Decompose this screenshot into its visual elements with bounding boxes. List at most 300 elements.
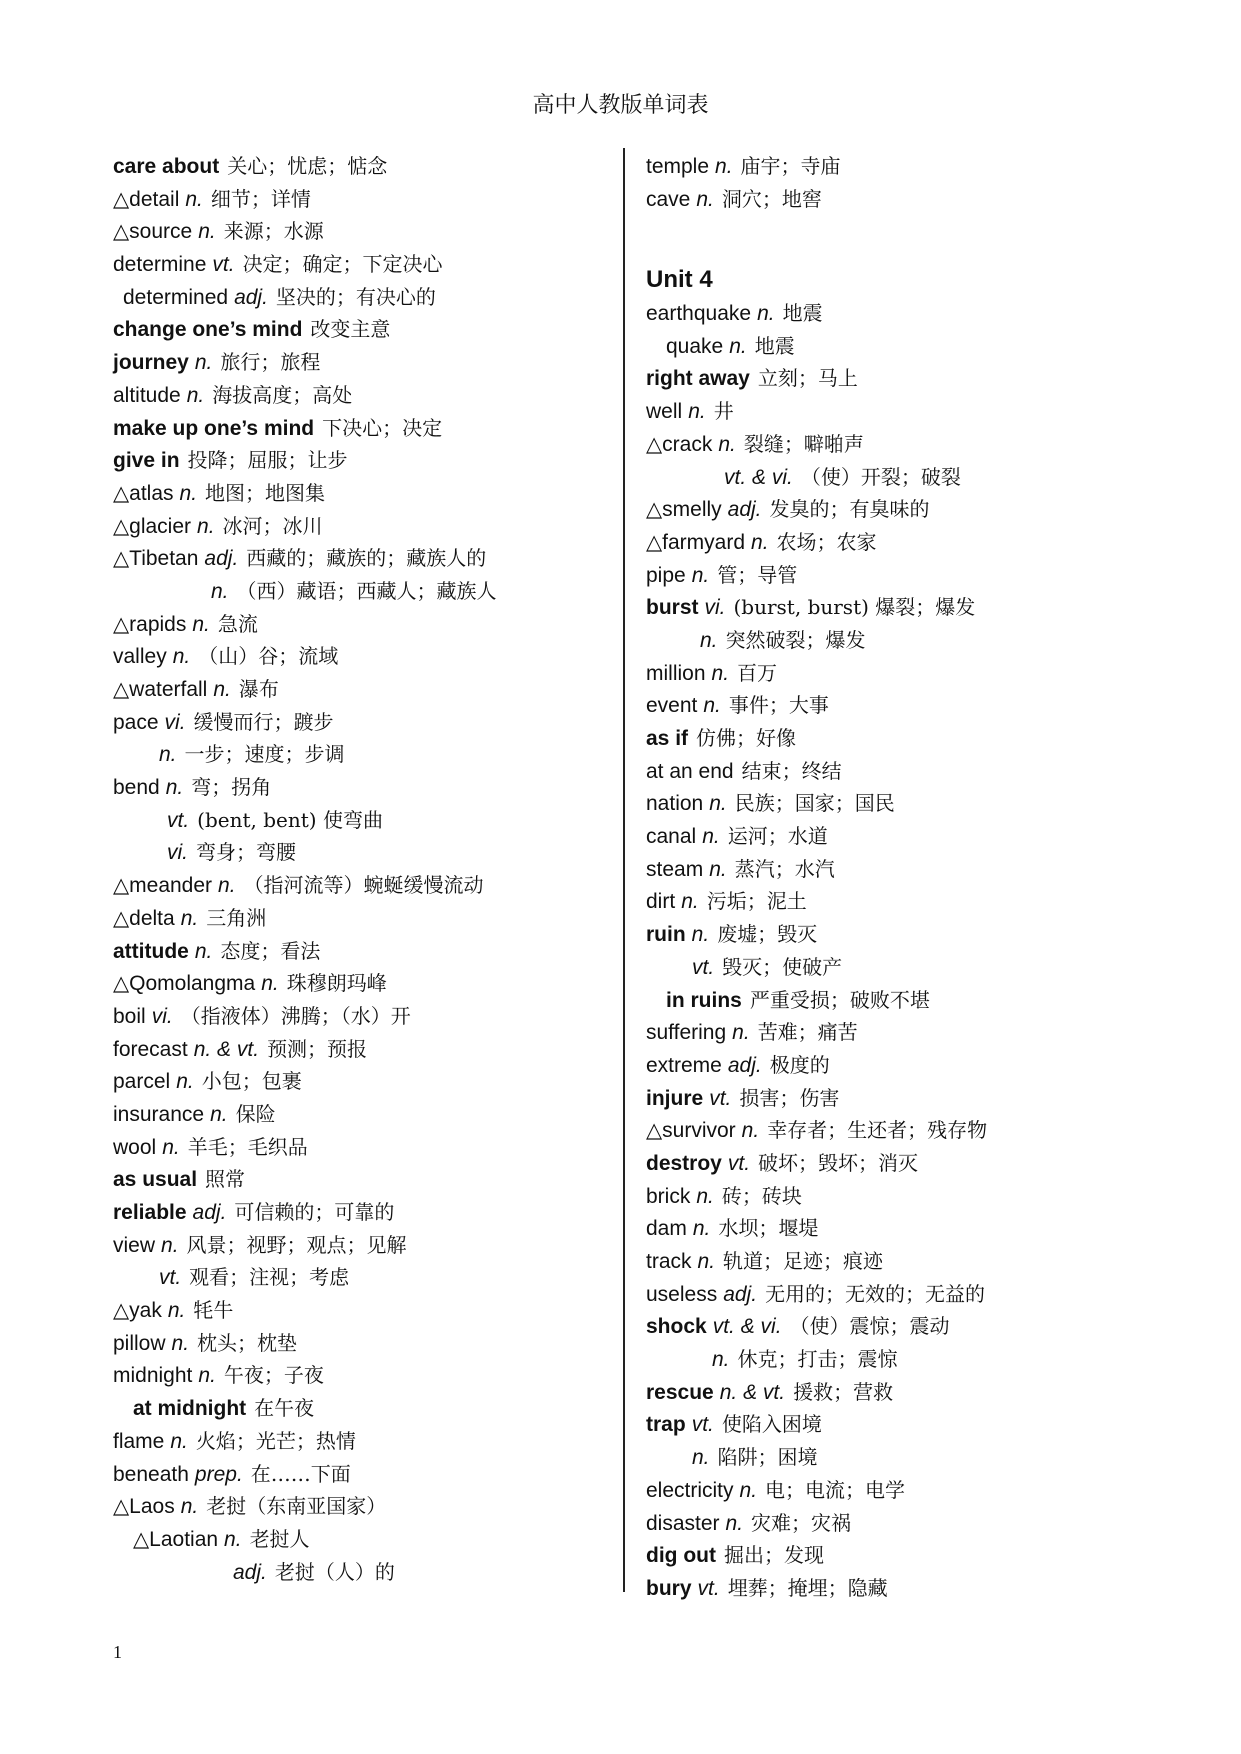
chinese-definition: 老挝（人）的 bbox=[274, 1559, 395, 1584]
vocab-entry bbox=[113, 150, 613, 183]
vocab-entry bbox=[113, 248, 613, 281]
vocab-entry bbox=[646, 493, 1146, 526]
chinese-definition: 破坏；毁坏；消灭 bbox=[758, 1150, 919, 1175]
chinese-definition: 可信赖的；可靠的 bbox=[234, 1200, 395, 1224]
chinese-definition: （西）藏语；西藏人；藏族人 bbox=[236, 578, 497, 603]
part-of-speech: n. bbox=[702, 825, 720, 849]
part-of-speech: n. bbox=[709, 792, 727, 816]
chinese-definition: 百万 bbox=[737, 660, 778, 685]
chinese-definition: 羊毛；毛织品 bbox=[187, 1134, 308, 1159]
part-of-speech: n. bbox=[194, 351, 213, 375]
chinese-definition: （指河流等）蜿蜒缓慢流动 bbox=[243, 873, 484, 898]
part-of-speech: vt. bbox=[167, 808, 190, 832]
chinese-definition: 仿佛；好像 bbox=[696, 726, 797, 750]
vocab-word: △Laotian bbox=[133, 1527, 219, 1551]
vocab-entry bbox=[113, 542, 613, 575]
vocab-word: △Laos bbox=[113, 1495, 175, 1519]
part-of-speech: n. bbox=[161, 1233, 179, 1257]
vocab-entry bbox=[113, 640, 613, 673]
chinese-definition: 在……下面 bbox=[250, 1461, 351, 1486]
chinese-definition: 掘出；发现 bbox=[723, 1543, 824, 1568]
vocab-word: trap bbox=[646, 1413, 686, 1437]
part-of-speech: n. bbox=[261, 972, 279, 996]
vocab-entry bbox=[113, 346, 613, 379]
part-of-speech: prep. bbox=[194, 1462, 243, 1486]
chinese-definition: 老挝（东南亚国家） bbox=[206, 1494, 387, 1519]
vocab-entry bbox=[646, 1212, 1146, 1245]
part-of-speech: n. bbox=[739, 1478, 758, 1502]
vocab-word: △smelly bbox=[646, 498, 722, 522]
chinese-definition: 使陷入困境 bbox=[721, 1412, 822, 1437]
page-number: 1 bbox=[113, 1642, 122, 1662]
vocab-word: attitude bbox=[113, 939, 189, 963]
left-column bbox=[113, 150, 613, 1588]
chinese-definition: 废墟；毁灭 bbox=[717, 922, 818, 947]
vocab-entry bbox=[113, 281, 613, 314]
part-of-speech: adj. bbox=[723, 1282, 758, 1306]
chinese-definition: （使）开裂；破裂 bbox=[800, 464, 961, 489]
chinese-definition: 幸存者；生还者；残存物 bbox=[767, 1118, 988, 1143]
part-of-speech: n. bbox=[697, 1250, 716, 1273]
chinese-definition: 急流 bbox=[217, 611, 258, 636]
part-of-speech: n. bbox=[712, 1348, 730, 1372]
vocab-word: suffering bbox=[646, 1021, 727, 1045]
part-of-speech: vt. bbox=[691, 1413, 714, 1437]
vocab-word: determine bbox=[113, 253, 207, 277]
vocab-word: △yak bbox=[113, 1299, 162, 1323]
part-of-speech: n. bbox=[198, 220, 216, 244]
part-of-speech: vt. bbox=[692, 955, 715, 979]
chinese-definition: 珠穆朗玛峰 bbox=[286, 971, 387, 996]
chinese-definition: 关心；忧虑；惦念 bbox=[227, 154, 388, 178]
vocab-word: forecast bbox=[113, 1037, 188, 1061]
vocab-entry bbox=[113, 1261, 613, 1294]
vocab-entry bbox=[113, 771, 613, 804]
chinese-definition: 西藏的；藏族的；藏族人的 bbox=[246, 546, 487, 571]
part-of-speech: n. bbox=[703, 694, 721, 718]
chinese-definition: 极度的 bbox=[769, 1052, 830, 1077]
chinese-definition: (burst, burst) 爆裂；爆发 bbox=[733, 595, 976, 620]
vocab-entry bbox=[113, 869, 613, 902]
chinese-definition: 枕头；枕垫 bbox=[197, 1330, 298, 1355]
vocab-word: injure bbox=[646, 1086, 704, 1110]
vocab-entry bbox=[113, 183, 613, 216]
part-of-speech: vt. & vi. bbox=[712, 1315, 782, 1339]
chinese-definition: 预测；预报 bbox=[267, 1036, 368, 1061]
vocab-entry bbox=[646, 820, 1146, 853]
vocab-entry bbox=[646, 1408, 1146, 1441]
part-of-speech: n. bbox=[681, 890, 699, 914]
vocab-word: altitude bbox=[113, 383, 181, 407]
vocab-word: electricity bbox=[646, 1478, 734, 1502]
part-of-speech: n. bbox=[696, 187, 714, 211]
vocab-word: boil bbox=[113, 1004, 146, 1028]
part-of-speech: n. bbox=[192, 612, 210, 636]
part-of-speech: n. bbox=[709, 857, 727, 881]
part-of-speech: n. bbox=[751, 530, 769, 554]
part-of-speech: n. bbox=[172, 645, 191, 669]
part-of-speech: n. & vt. bbox=[719, 1380, 786, 1404]
chinese-definition: 休克；打击；震惊 bbox=[737, 1347, 898, 1372]
vocab-entry bbox=[113, 1033, 613, 1066]
chinese-definition: 污垢；泥土 bbox=[706, 889, 807, 914]
vocab-entry bbox=[646, 395, 1146, 428]
vocab-word: give in bbox=[113, 449, 180, 473]
chinese-definition: 管；导管 bbox=[717, 562, 798, 587]
chinese-definition: 裂缝；噼啪声 bbox=[743, 431, 864, 456]
part-of-speech: n. bbox=[211, 579, 229, 603]
section-gap bbox=[646, 215, 1146, 264]
part-of-speech: vt. bbox=[709, 1086, 732, 1110]
chinese-definition: 突然破裂；爆发 bbox=[725, 627, 866, 652]
vocab-word: reliable bbox=[113, 1201, 187, 1224]
chinese-definition: 瀑布 bbox=[238, 677, 279, 701]
vocab-entry bbox=[646, 1441, 1146, 1474]
vocab-entry bbox=[113, 1196, 613, 1229]
vocab-word: △Tibetan bbox=[113, 547, 199, 571]
vocab-entry bbox=[113, 1556, 613, 1589]
part-of-speech: vt. bbox=[727, 1151, 751, 1175]
chinese-definition: 蒸汽；水汽 bbox=[734, 856, 835, 881]
vocab-word: view bbox=[113, 1233, 156, 1257]
chinese-definition: 三角洲 bbox=[206, 905, 267, 930]
vocab-word: brick bbox=[646, 1184, 691, 1208]
vocab-word: care about bbox=[113, 155, 220, 178]
part-of-speech: n. bbox=[692, 1217, 711, 1241]
part-of-speech: n. bbox=[185, 187, 203, 211]
part-of-speech: n. bbox=[700, 628, 718, 652]
vocab-word: steam bbox=[646, 857, 704, 881]
vocab-word: extreme bbox=[646, 1053, 722, 1077]
vocab-word: useless bbox=[646, 1282, 718, 1306]
vocab-entry bbox=[113, 804, 613, 837]
chinese-definition: 洞穴；地窖 bbox=[721, 186, 822, 211]
vocab-entry bbox=[646, 787, 1146, 820]
vocab-word: △crack bbox=[646, 432, 713, 456]
vocab-word: earthquake bbox=[646, 302, 752, 326]
vocab-entry bbox=[113, 1425, 613, 1458]
vocab-word: pace bbox=[113, 710, 159, 734]
chinese-definition: 民族；国家；国民 bbox=[734, 791, 895, 816]
part-of-speech: n. bbox=[696, 1184, 714, 1208]
part-of-speech: vt. & vi. bbox=[724, 465, 793, 489]
vocab-entry bbox=[646, 297, 1146, 330]
vocab-entry bbox=[113, 412, 613, 445]
vocab-entry bbox=[646, 1114, 1146, 1147]
vocab-word: at midnight bbox=[133, 1397, 247, 1421]
chinese-definition: 坚决的；有决心的 bbox=[275, 284, 436, 309]
part-of-speech: n. bbox=[194, 939, 213, 963]
chinese-definition: 弯；拐角 bbox=[191, 775, 272, 800]
vocab-entry bbox=[646, 591, 1146, 624]
chinese-definition: 庙宇；寺庙 bbox=[740, 154, 841, 178]
chinese-definition: 立刻；马上 bbox=[757, 366, 858, 391]
chinese-definition: 细节；详情 bbox=[210, 186, 311, 211]
column-divider bbox=[623, 148, 625, 1592]
part-of-speech: n. bbox=[718, 432, 736, 456]
vocab-word: pillow bbox=[113, 1331, 166, 1355]
chinese-definition: 发臭的；有臭味的 bbox=[769, 497, 930, 522]
vocab-entry bbox=[113, 1392, 613, 1425]
part-of-speech: n. bbox=[688, 400, 706, 424]
vocab-word: canal bbox=[646, 825, 697, 849]
chinese-definition: 牦牛 bbox=[193, 1298, 234, 1323]
vocab-entry bbox=[646, 984, 1146, 1017]
vocab-entry bbox=[646, 853, 1146, 886]
vocab-word: rescue bbox=[646, 1380, 714, 1404]
vocab-word: destroy bbox=[646, 1151, 722, 1175]
vocab-entry bbox=[113, 706, 613, 739]
vocab-word: △meander bbox=[113, 874, 213, 898]
vocab-word: dig out bbox=[646, 1544, 716, 1568]
vocab-word: pipe bbox=[646, 563, 686, 587]
chinese-definition: 风景；视野；观点；见解 bbox=[186, 1232, 407, 1257]
chinese-definition: 轨道；足迹；痕迹 bbox=[723, 1249, 884, 1273]
vocab-entry bbox=[646, 951, 1146, 984]
vocab-word: burst bbox=[646, 596, 699, 620]
vocab-entry bbox=[646, 362, 1146, 395]
part-of-speech: n. bbox=[224, 1527, 242, 1551]
vocab-entry bbox=[646, 722, 1146, 755]
vocab-entry bbox=[646, 526, 1146, 559]
vocab-entry bbox=[646, 885, 1146, 918]
chinese-definition: 照常 bbox=[205, 1167, 246, 1192]
part-of-speech: n. bbox=[180, 1495, 199, 1519]
chinese-definition: 在午夜 bbox=[254, 1396, 315, 1421]
vocab-entry bbox=[646, 150, 1146, 183]
vocab-entry bbox=[113, 935, 613, 968]
vocab-entry bbox=[113, 510, 613, 543]
vocab-word: △Qomolangma bbox=[113, 972, 256, 996]
vocab-word: △detail bbox=[113, 187, 180, 211]
vocab-word: temple bbox=[646, 155, 710, 178]
vocab-entry bbox=[113, 1359, 613, 1392]
vocab-entry bbox=[113, 444, 613, 477]
vocab-entry bbox=[113, 1458, 613, 1491]
vocab-word: △glacier bbox=[113, 514, 192, 538]
part-of-speech: vi. bbox=[167, 841, 188, 865]
part-of-speech: n. bbox=[171, 1331, 190, 1355]
part-of-speech: n. & vt. bbox=[193, 1037, 260, 1061]
vocab-word: bury bbox=[646, 1576, 692, 1600]
vocab-word: event bbox=[646, 694, 698, 718]
part-of-speech: n. bbox=[741, 1119, 760, 1143]
vocab-entry bbox=[646, 1016, 1146, 1049]
vocab-word: parcel bbox=[113, 1070, 171, 1094]
part-of-speech: n. bbox=[691, 563, 710, 587]
part-of-speech: n. bbox=[729, 334, 747, 358]
chinese-definition: 水坝；堰堤 bbox=[718, 1216, 819, 1241]
vocab-entry bbox=[646, 1310, 1146, 1343]
vocab-word: as usual bbox=[113, 1168, 198, 1192]
part-of-speech: n. bbox=[725, 1511, 744, 1535]
vocab-entry bbox=[646, 559, 1146, 592]
chinese-definition: 地震 bbox=[782, 301, 823, 326]
vocab-word: as if bbox=[646, 727, 689, 750]
chinese-definition: 态度；看法 bbox=[220, 938, 321, 963]
chinese-definition: 毁灭；使破产 bbox=[722, 954, 843, 979]
part-of-speech: n. bbox=[180, 906, 199, 930]
part-of-speech: n. bbox=[170, 1429, 188, 1453]
vocab-entry bbox=[646, 755, 1146, 788]
vocab-entry bbox=[113, 1490, 613, 1523]
vocab-word: change one’s mind bbox=[113, 318, 303, 342]
vocab-entry bbox=[113, 1131, 613, 1164]
vocab-entry bbox=[113, 1523, 613, 1556]
chinese-definition: 老挝人 bbox=[249, 1526, 310, 1551]
page-title: 高中人教版单词表 bbox=[532, 93, 709, 118]
vocab-word: bend bbox=[113, 776, 160, 800]
chinese-definition: 电；电流；电学 bbox=[765, 1477, 906, 1502]
vocab-word: △waterfall bbox=[113, 678, 208, 701]
part-of-speech: n. bbox=[176, 1070, 194, 1094]
chinese-definition: 损害；伤害 bbox=[739, 1085, 840, 1110]
chinese-definition: 决定；确定；下定决心 bbox=[242, 252, 443, 277]
vocab-entry bbox=[113, 1229, 613, 1262]
chinese-definition: （指液体）沸腾；（水）开 bbox=[180, 1003, 411, 1028]
vocab-entry bbox=[113, 575, 613, 608]
vocab-word: dirt bbox=[646, 890, 676, 914]
chinese-definition: 小包；包裹 bbox=[201, 1069, 302, 1094]
vocab-word: wool bbox=[113, 1135, 157, 1159]
vocab-word: million bbox=[646, 661, 706, 685]
part-of-speech: adj. bbox=[234, 285, 268, 309]
vocab-entry bbox=[646, 918, 1146, 951]
vocab-entry bbox=[113, 967, 613, 1000]
chinese-definition: 砖；砖块 bbox=[721, 1183, 802, 1208]
chinese-definition: 援救；营救 bbox=[793, 1379, 894, 1404]
vocab-entry bbox=[646, 1474, 1146, 1507]
chinese-definition: 埋葬；掩埋；隐藏 bbox=[727, 1575, 888, 1600]
part-of-speech: n. bbox=[197, 514, 215, 538]
vocab-entry bbox=[646, 1343, 1146, 1376]
part-of-speech: n. bbox=[691, 923, 710, 947]
chinese-definition: 苦难；痛苦 bbox=[757, 1020, 858, 1045]
vocab-entry bbox=[646, 657, 1146, 690]
vocab-word: cave bbox=[646, 187, 691, 211]
chinese-definition: 无用的；无效的；无益的 bbox=[765, 1281, 986, 1306]
vocab-entry bbox=[113, 1065, 613, 1098]
vocab-entry bbox=[113, 1163, 613, 1196]
vocab-entry bbox=[113, 1098, 613, 1131]
vocab-word: valley bbox=[113, 645, 167, 669]
vocab-word: beneath bbox=[113, 1462, 189, 1486]
part-of-speech: n. bbox=[167, 1299, 186, 1323]
right-column bbox=[646, 150, 1146, 1605]
vocab-word: △farmyard bbox=[646, 530, 746, 554]
chinese-definition: 结束；终结 bbox=[741, 758, 842, 783]
chinese-definition: 严重受损；破败不堪 bbox=[749, 987, 930, 1012]
vocab-entry bbox=[646, 1507, 1146, 1540]
vocab-entry bbox=[113, 379, 613, 412]
vocab-entry bbox=[646, 1539, 1146, 1572]
vocab-entry bbox=[646, 1180, 1146, 1213]
part-of-speech: vt. bbox=[159, 1266, 182, 1290]
chinese-definition: （山）谷；流域 bbox=[198, 644, 339, 669]
part-of-speech: vi. bbox=[151, 1004, 173, 1028]
vocab-entry bbox=[646, 461, 1146, 494]
vocab-word: ruin bbox=[646, 923, 686, 947]
vocab-entry bbox=[113, 836, 613, 869]
vocab-word: △atlas bbox=[113, 481, 174, 505]
chinese-definition: 井 bbox=[713, 399, 734, 424]
part-of-speech: adj. bbox=[727, 498, 762, 522]
vocab-entry bbox=[646, 1147, 1146, 1180]
vocab-entry bbox=[113, 608, 613, 641]
vocab-word: disaster bbox=[646, 1511, 720, 1535]
vocab-word: well bbox=[646, 400, 683, 424]
vocab-word: midnight bbox=[113, 1364, 193, 1388]
vocab-entry bbox=[113, 1327, 613, 1360]
chinese-definition: 投降；屈服；让步 bbox=[187, 448, 348, 473]
chinese-definition: 冰河；冰川 bbox=[222, 513, 323, 538]
part-of-speech: n. bbox=[715, 155, 733, 178]
vocab-word: △survivor bbox=[646, 1119, 736, 1143]
vocab-word: dam bbox=[646, 1217, 687, 1241]
vocab-word: determined bbox=[123, 285, 229, 309]
part-of-speech: vi. bbox=[164, 710, 186, 734]
chinese-definition: 火焰；光芒；热情 bbox=[195, 1428, 356, 1453]
part-of-speech: n. bbox=[186, 383, 205, 407]
vocab-entry bbox=[113, 1000, 613, 1033]
vocab-entry bbox=[646, 1049, 1146, 1082]
part-of-speech: adj. bbox=[192, 1201, 227, 1224]
chinese-definition: 陷阱；困境 bbox=[717, 1445, 818, 1470]
part-of-speech: adj. bbox=[233, 1560, 267, 1584]
chinese-definition: （使）震惊；震动 bbox=[789, 1314, 950, 1339]
chinese-definition: 旅行；旅程 bbox=[220, 350, 321, 375]
vocab-word: △rapids bbox=[113, 612, 187, 636]
chinese-definition: 地图；地图集 bbox=[205, 480, 326, 505]
part-of-speech: n. bbox=[198, 1364, 216, 1388]
vocab-word: make up one’s mind bbox=[113, 416, 315, 440]
vocab-entry bbox=[646, 1082, 1146, 1115]
part-of-speech: n. bbox=[757, 302, 775, 326]
vocab-entry bbox=[113, 215, 613, 248]
vocab-entry bbox=[646, 624, 1146, 657]
part-of-speech: n. bbox=[218, 874, 236, 898]
chinese-definition: 弯身；弯腰 bbox=[196, 840, 296, 865]
vocab-entry bbox=[646, 1278, 1146, 1311]
part-of-speech: n. bbox=[179, 481, 198, 505]
vocab-entry bbox=[113, 1294, 613, 1327]
chinese-definition: 改变主意 bbox=[310, 317, 391, 342]
chinese-definition: 农场；农家 bbox=[776, 529, 877, 554]
part-of-speech: n. bbox=[732, 1021, 750, 1045]
part-of-speech: n. bbox=[165, 776, 184, 800]
part-of-speech: n. bbox=[213, 678, 231, 701]
part-of-speech: vi. bbox=[704, 596, 726, 620]
vocab-entry bbox=[646, 330, 1146, 363]
part-of-speech: n. bbox=[692, 1446, 710, 1470]
chinese-definition: 观看；注视；考虑 bbox=[189, 1265, 350, 1290]
vocab-word: flame bbox=[113, 1429, 165, 1453]
chinese-definition: 一步；速度；步调 bbox=[184, 742, 345, 767]
chinese-definition: 灾难；灾祸 bbox=[751, 1510, 852, 1535]
chinese-definition: 事件；大事 bbox=[728, 693, 829, 718]
chinese-definition: 海拔高度；高处 bbox=[212, 382, 353, 407]
part-of-speech: adj. bbox=[727, 1053, 762, 1077]
vocab-entry bbox=[646, 428, 1146, 461]
vocab-word: △delta bbox=[113, 906, 175, 930]
chinese-definition: (bent, bent) 使弯曲 bbox=[197, 807, 383, 832]
part-of-speech: n. bbox=[159, 743, 177, 767]
chinese-definition: 地震 bbox=[754, 333, 795, 358]
vocab-entry bbox=[113, 902, 613, 935]
vocab-word: in ruins bbox=[666, 988, 742, 1012]
unit-heading: Unit 4 bbox=[646, 266, 713, 294]
part-of-speech: n. bbox=[210, 1102, 228, 1126]
